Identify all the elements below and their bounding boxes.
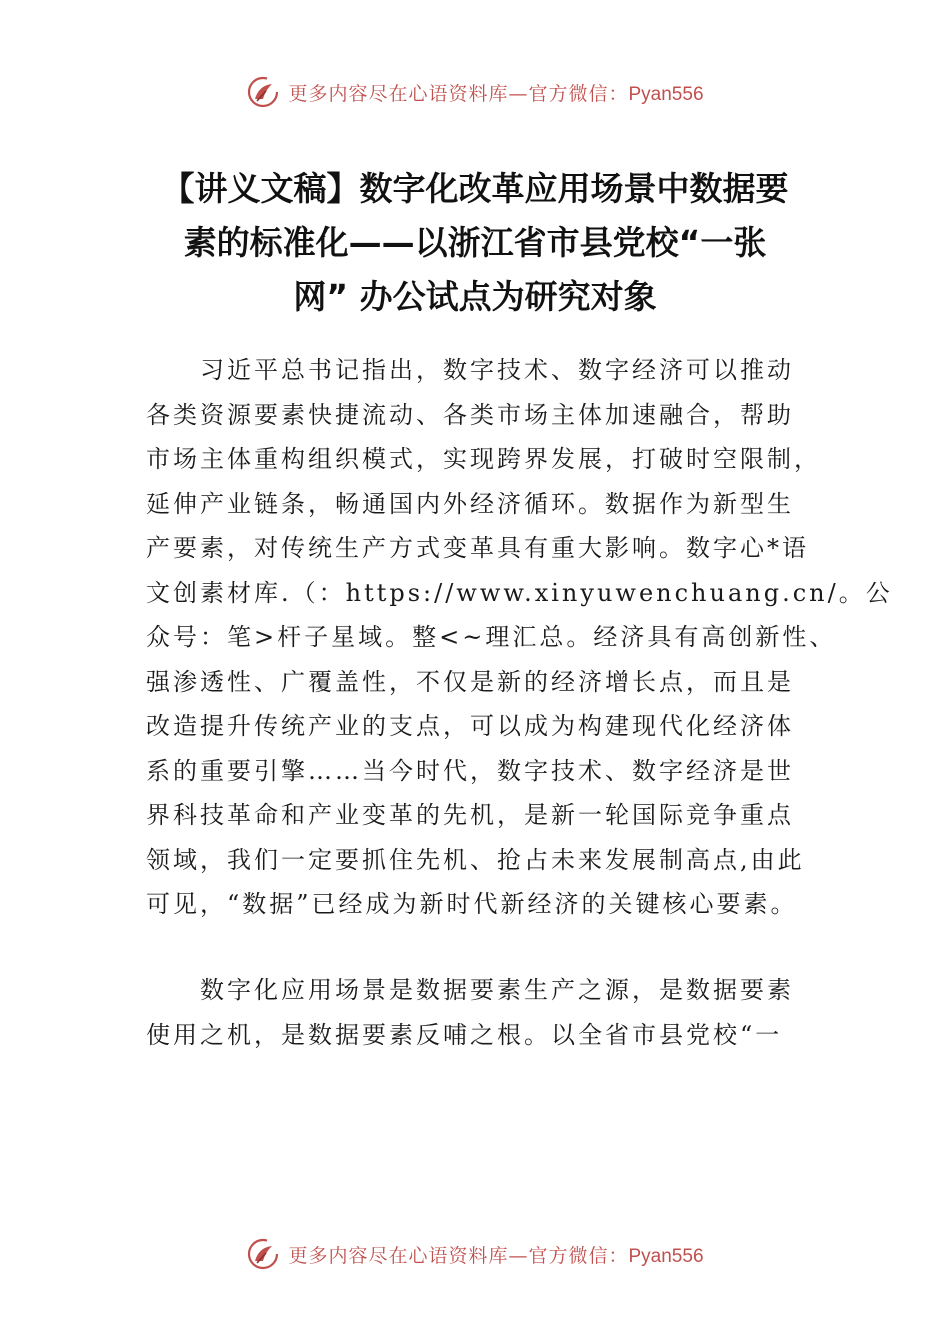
title-line: 网” 办公试点为研究对象 [293,277,657,316]
paragraph-1 [146,348,893,927]
document-title [130,162,820,324]
text-line: 众号：笔>杆子星域。整<~理汇总。经济具有高创新性、 [146,623,837,651]
text-line: 系的重要引擎……当今时代，数字技术、数字经济是世 [146,756,794,785]
banner-text [288,79,703,106]
text-line: 产要素，对传统生产方式变革具有重大影响。数字心*语 [146,534,809,562]
text-line: 改造提升传统产业的支点，可以成为构建现代化经济体 [146,712,794,740]
text-line: 使用之机，是数据要素反哺之根。以全省市县党校“一 [146,1020,783,1049]
header-banner [0,70,950,114]
banner-contact-label: 官方微信： [528,82,629,105]
text-line: 文创素材库.（：https://www.xinyuwenchuang.cn/。公 [146,578,893,607]
banner-text [288,1241,703,1268]
banner-dash: — [508,1244,529,1267]
banner-contact-label: 官方微信： [528,1244,629,1267]
footer-banner [0,1232,950,1276]
banner-contact-id: Pyan556 [628,83,704,105]
text-line: 市场主体重构组织模式，实现跨界发展，打破时空限制， [146,445,821,473]
text-line: 数字化应用场景是数据要素生产之源，是数据要素 [146,976,794,1004]
banner-dash: — [508,82,529,105]
text-line: 领域，我们一定要抓住先机、抢占未来发展制高点,由此 [146,845,805,874]
text-line: 习近平总书记指出，数字技术、数字经济可以推动 [146,356,794,384]
banner-contact-id: Pyan556 [628,1245,704,1267]
text-line: 界科技革命和产业变革的先机，是新一轮国际竞争重点 [146,801,794,829]
text-line: 延伸产业链条，畅通国内外经济循环。数据作为新型生 [146,489,794,518]
logo-icon [246,1237,280,1271]
logo-icon [246,75,280,109]
title-line: 素的标准化——以浙江省市县党校“一张 [183,223,767,262]
text-line: 各类资源要素快捷流动、各类市场主体加速融合，帮助 [146,400,794,429]
banner-site-name: 更多内容尽在心语资料库 [288,82,509,105]
text-line: 强渗透性、广覆盖性，不仅是新的经济增长点，而且是 [146,667,794,696]
banner-site-name: 更多内容尽在心语资料库 [288,1244,509,1267]
paragraph-2 [146,968,806,1057]
title-line: 【讲义文稿】数字化改革应用场景中数据要 [161,169,789,208]
text-line: 可见，“数据”已经成为新时代新经济的关键核心要素。 [146,890,798,918]
